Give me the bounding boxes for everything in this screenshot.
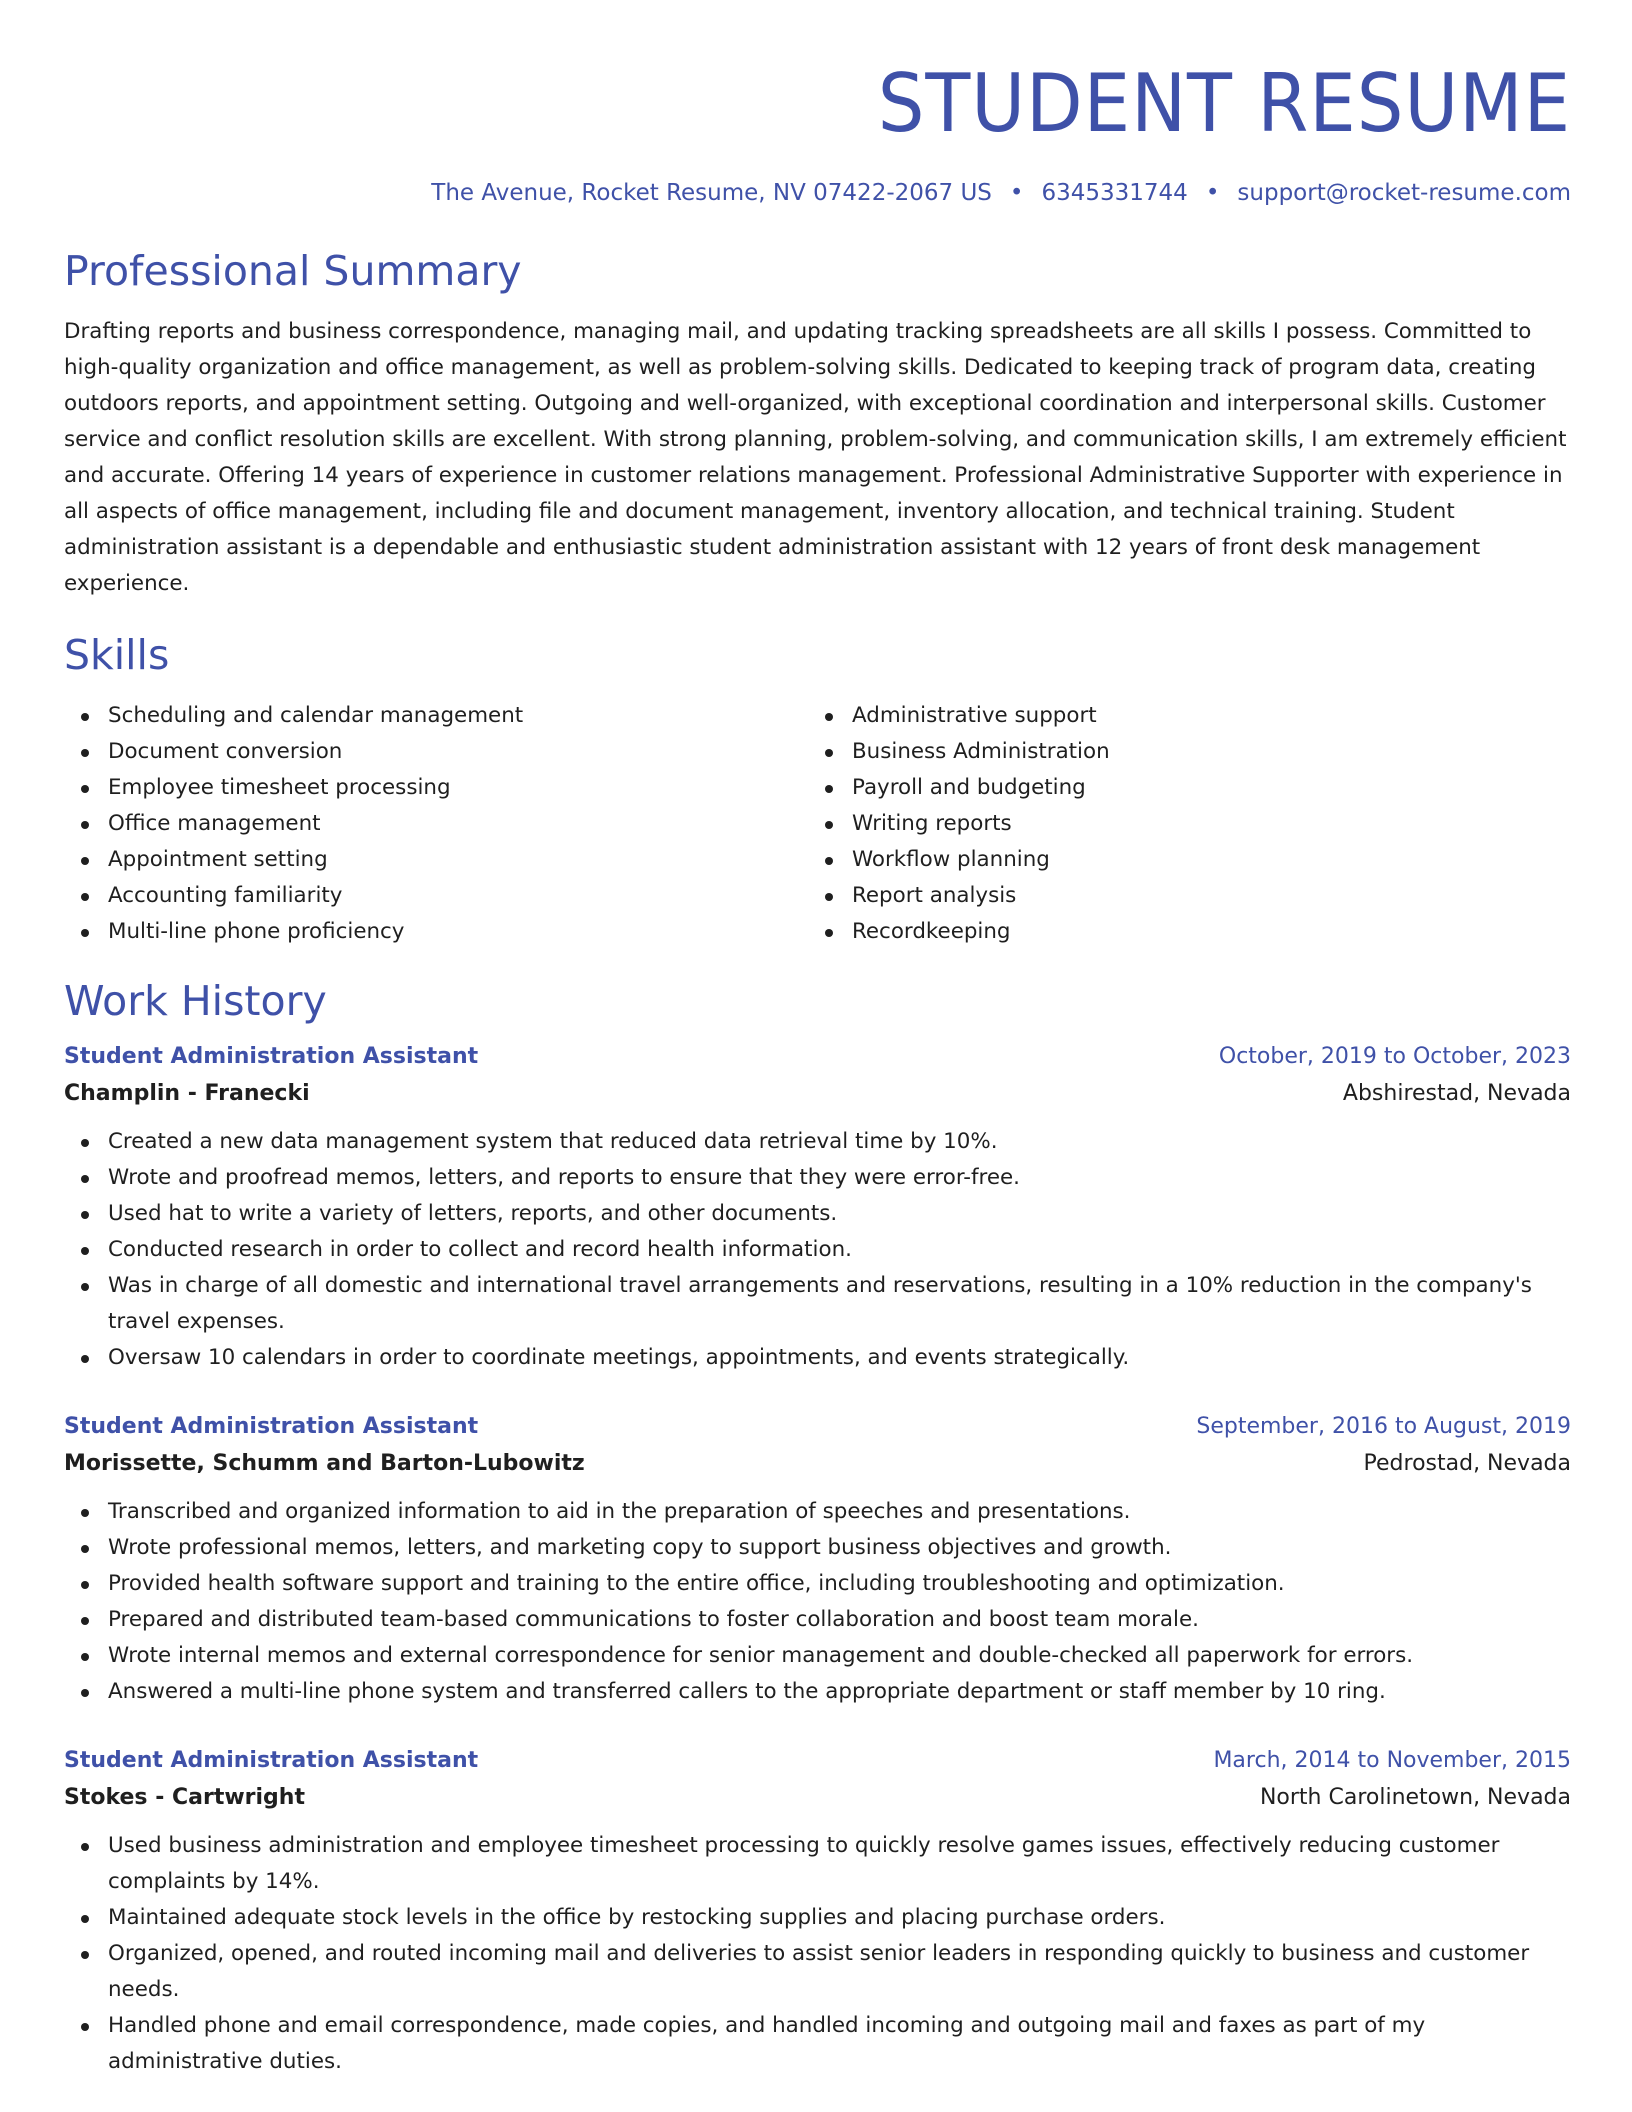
skill-item: Office management xyxy=(64,806,808,842)
job-entry xyxy=(64,1744,1571,2080)
job-location: North Carolinetown, Nevada xyxy=(1259,1785,1571,1810)
job-entry xyxy=(64,1410,1571,1710)
skill-item: Recordkeeping xyxy=(808,914,1552,950)
job-dates: October, 2019 to October, 2023 xyxy=(1218,1044,1571,1069)
job-company: Stokes - Cartwright xyxy=(64,1785,305,1810)
job-bullet: Wrote professional memos, letters, and marketing copy to support business objectives and growth. xyxy=(64,1530,1571,1566)
job-bullet: Prepared and distributed team-based communications to foster collaboration and boost team morale. xyxy=(64,1602,1571,1638)
job-dates: September, 2016 to August, 2019 xyxy=(1196,1414,1571,1439)
resume-page xyxy=(64,56,1571,2080)
job-bullet: Provided health software support and training to the entire office, including troubleshooting and optimization. xyxy=(64,1566,1571,1602)
skills-heading: Skills xyxy=(64,631,170,679)
job-dates: March, 2014 to November, 2015 xyxy=(1213,1748,1571,1773)
job-entry xyxy=(64,1040,1571,1376)
contact-email: support@rocket-resume.com xyxy=(1237,180,1571,206)
skill-item: Workflow planning xyxy=(808,842,1552,878)
skill-item: Employee timesheet processing xyxy=(64,770,808,806)
job-bullets xyxy=(64,1828,1571,2080)
job-bullet: Wrote internal memos and external correspondence for senior management and double-checked all paperwork for errors. xyxy=(64,1638,1571,1674)
contact-line xyxy=(64,178,1571,208)
skill-item: Administrative support xyxy=(808,698,1552,734)
job-bullet: Conducted research in order to collect and record health information. xyxy=(64,1232,1571,1268)
job-title: Student Administration Assistant xyxy=(64,1044,479,1069)
job-bullet: Oversaw 10 calendars in order to coordinate meetings, appointments, and events strategically. xyxy=(64,1340,1571,1376)
skill-item: Accounting familiarity xyxy=(64,878,808,914)
work-history-heading: Work History xyxy=(64,977,327,1025)
summary-text: Drafting reports and business correspondence, managing mail, and updating tracking spreadsheets are all skills I possess. Committed to high-quality organization and office management, as well as problem-solving skills. Dedicated to keeping track of program data, creating outdoors reports, and appointment setting. Outgoing and well-organized, with exceptional coordination and interpersonal skills. Customer service and conflict resolution skills are excellent. With strong planning, problem-solving, and communication skills, I am extremely efficient and accurate. Offering 14 years of experience in customer relations management. Professional Administrative Supporter with experience in all aspects of office management, including file and document management, inventory allocation, and technical training. Student administration assistant is a dependable and enthusiastic student administration assistant with 12 years of front desk management experience. xyxy=(64,319,1567,596)
skill-item: Business Administration xyxy=(808,734,1552,770)
job-company: Morissette, Schumm and Barton-Lubowitz xyxy=(64,1451,585,1476)
job-location: Abshirestad, Nevada xyxy=(1342,1081,1571,1106)
job-bullet: Used business administration and employee timesheet processing to quickly resolve games issues, effectively reducing customer complaints by 14%. xyxy=(64,1828,1571,1900)
job-bullet: Was in charge of all domestic and international travel arrangements and reservations, resulting in a 10% reduction in the company's travel expenses. xyxy=(64,1268,1571,1340)
job-bullet: Wrote and proofread memos, letters, and reports to ensure that they were error-free. xyxy=(64,1160,1571,1196)
contact-address: The Avenue, Rocket Resume, NV 07422-2067 US xyxy=(431,180,992,206)
skills-column-right xyxy=(808,698,1552,950)
skill-item: Document conversion xyxy=(64,734,808,770)
skill-item: Multi-line phone proficiency xyxy=(64,914,808,950)
skill-item: Report analysis xyxy=(808,878,1552,914)
job-bullet: Used hat to write a variety of letters, reports, and other documents. xyxy=(64,1196,1571,1232)
job-bullet: Transcribed and organized information to aid in the preparation of speeches and presentations. xyxy=(64,1494,1571,1530)
job-location: Pedrostad, Nevada xyxy=(1363,1451,1571,1476)
job-title: Student Administration Assistant xyxy=(64,1748,479,1773)
skill-item: Appointment setting xyxy=(64,842,808,878)
job-bullets xyxy=(64,1494,1571,1710)
job-company: Champlin - Franecki xyxy=(64,1081,310,1106)
contact-separator: • xyxy=(1205,180,1220,206)
job-bullet: Handled phone and email correspondence, made copies, and handled incoming and outgoing mail and faxes as part of my administrative duties. xyxy=(64,2008,1571,2080)
job-bullet: Answered a multi-line phone system and transferred callers to the appropriate department or staff member by 10 ring. xyxy=(64,1674,1571,1710)
contact-phone: 6345331744 xyxy=(1041,180,1188,206)
job-bullet: Created a new data management system that reduced data retrieval time by 10%. xyxy=(64,1124,1571,1160)
skills-list xyxy=(64,698,1571,950)
skill-item: Scheduling and calendar management xyxy=(64,698,808,734)
skill-item: Writing reports xyxy=(808,806,1552,842)
summary-heading: Professional Summary xyxy=(64,247,522,295)
job-bullets xyxy=(64,1124,1571,1376)
skill-item: Payroll and budgeting xyxy=(808,770,1552,806)
skills-column-left xyxy=(64,698,808,950)
job-title: Student Administration Assistant xyxy=(64,1414,479,1439)
job-bullet: Organized, opened, and routed incoming mail and deliveries to assist senior leaders in responding quickly to business and customer needs. xyxy=(64,1936,1571,2008)
job-bullet: Maintained adequate stock levels in the office by restocking supplies and placing purchase orders. xyxy=(64,1900,1571,1936)
resume-name: STUDENT RESUME xyxy=(877,57,1571,150)
contact-separator: • xyxy=(1009,180,1024,206)
